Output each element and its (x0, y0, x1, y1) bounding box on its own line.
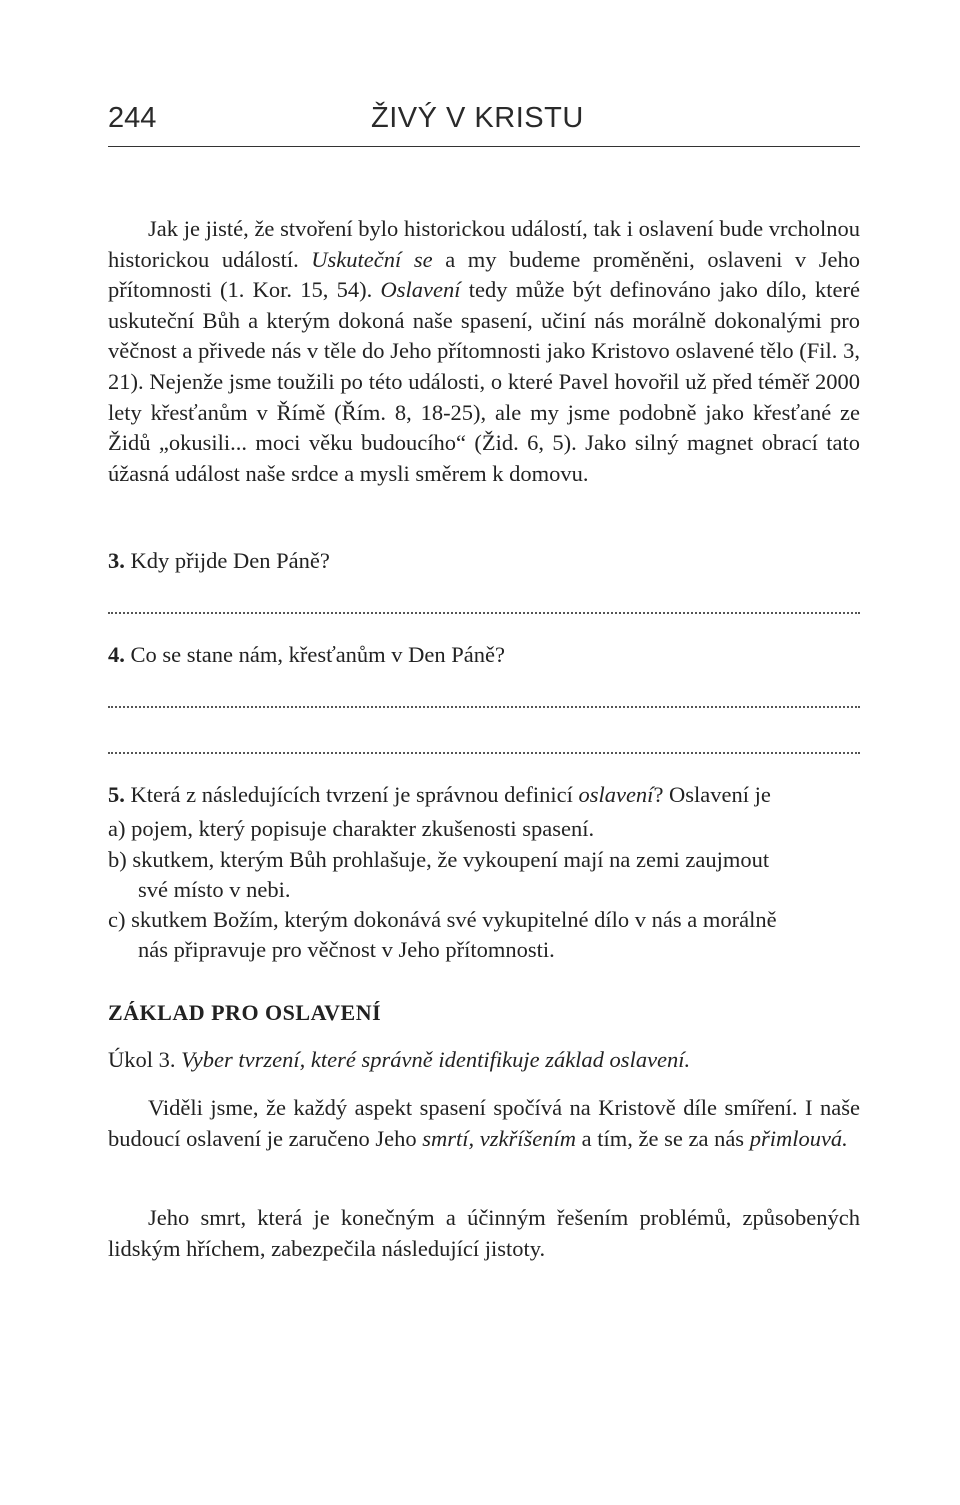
intro-paragraph (108, 214, 860, 489)
body-paragraph-1 (108, 1093, 860, 1154)
intro-text-3: tedy může být definováno jako dílo, které uskuteční Bůh a kterým dokoná naše spasení, učiní nás morálně dokonalými pro věčnost a přivede nás v těle do Jeho přítomnosti jako Kristovo oslavené tělo (Fil. 3, 21). Nejenže jsme toužili po této události, o které Pavel hovořil už před téměř 2000 lety křesťanům v Římě (Řím. 8, 18-25), ale my jsme podobně jako křesťané ze Židů „okusili... moci věku budoucího“ (Žid. 6, 5). Jako silný magnet obrací tato úžasná událost naše srdce a mysli směrem k domovu. (108, 277, 860, 486)
body-1-text-b: a tím, že se za nás (576, 1125, 750, 1151)
option-b[interactable] (108, 845, 868, 905)
question-5-emphasis: oslavení (578, 782, 654, 807)
task-3 (108, 1047, 690, 1073)
answer-line-4a[interactable] (108, 706, 860, 708)
running-title: ŽIVÝ V KRISTU (371, 102, 584, 134)
option-c[interactable] (108, 905, 868, 965)
page-number: 244 (108, 102, 157, 134)
task-label: Úkol 3. (108, 1047, 182, 1072)
question-4-number: 4. (108, 642, 125, 667)
option-b-text: b) skutkem, kterým Bůh prohlašuje, že vykoupení mají na zemi zaujmout (108, 847, 770, 872)
question-5-text-a: Která z následujících tvrzení je správnou definicí (124, 782, 579, 807)
body-1-emphasis-1: smrtí, vzkříšením (422, 1125, 577, 1151)
option-a[interactable] (108, 814, 868, 844)
question-4-text: Co se stane nám, křesťanům v Den Páně? (124, 642, 506, 667)
task-instruction: Vyber tvrzení, které správně identifikuje základ oslavení. (181, 1047, 691, 1072)
question-5-text-b: ? Oslavení je (653, 782, 771, 807)
option-c-text: c) skutkem Božím, kterým dokonává své vykupitelné dílo v nás a morálně (108, 907, 777, 932)
question-5-number: 5. (108, 782, 125, 807)
answer-line-4b[interactable] (108, 752, 860, 754)
section-heading: ZÁKLAD PRO OSLAVENÍ (108, 1000, 382, 1025)
option-c-continuation: nás připravuje pro věčnost v Jeho přítomnosti. (138, 937, 555, 962)
body-1-text-a: Viděli jsme, že každý aspekt spasení spočívá na Kristově díle smíření. I naše budoucí oslavení je zaručeno Jeho (108, 1095, 860, 1151)
body-1-emphasis-2: přimlouvá. (749, 1125, 848, 1151)
question-3-number: 3. (108, 548, 125, 573)
running-header (108, 96, 860, 147)
question-5 (108, 782, 771, 808)
option-b-continuation: své místo v nebi. (138, 877, 291, 902)
intro-text-1: Jak je jisté, že stvoření bylo historickou událostí, tak i oslavení bude vrcholnou historickou událostí. (108, 216, 860, 272)
question-3-text: Kdy přijde Den Páně? (124, 548, 330, 573)
option-a-text: a) pojem, který popisuje charakter zkušenosti spasení. (108, 816, 595, 841)
question-3 (108, 548, 330, 574)
question-4 (108, 642, 505, 668)
answer-line-3[interactable] (108, 612, 860, 614)
intro-emphasis-2: Oslavení (380, 277, 461, 303)
body-paragraph-2: Jeho smrt, která je konečným a účinným řešením problémů, způsobených lidským hříchem, zabezpečila následující jistoty. (108, 1205, 860, 1261)
intro-emphasis-1: Uskuteční se (311, 246, 433, 272)
intro-text-2: a my budeme proměněni, oslaveni v Jeho přítomnosti (1. Kor. 15, 54). (108, 246, 861, 303)
